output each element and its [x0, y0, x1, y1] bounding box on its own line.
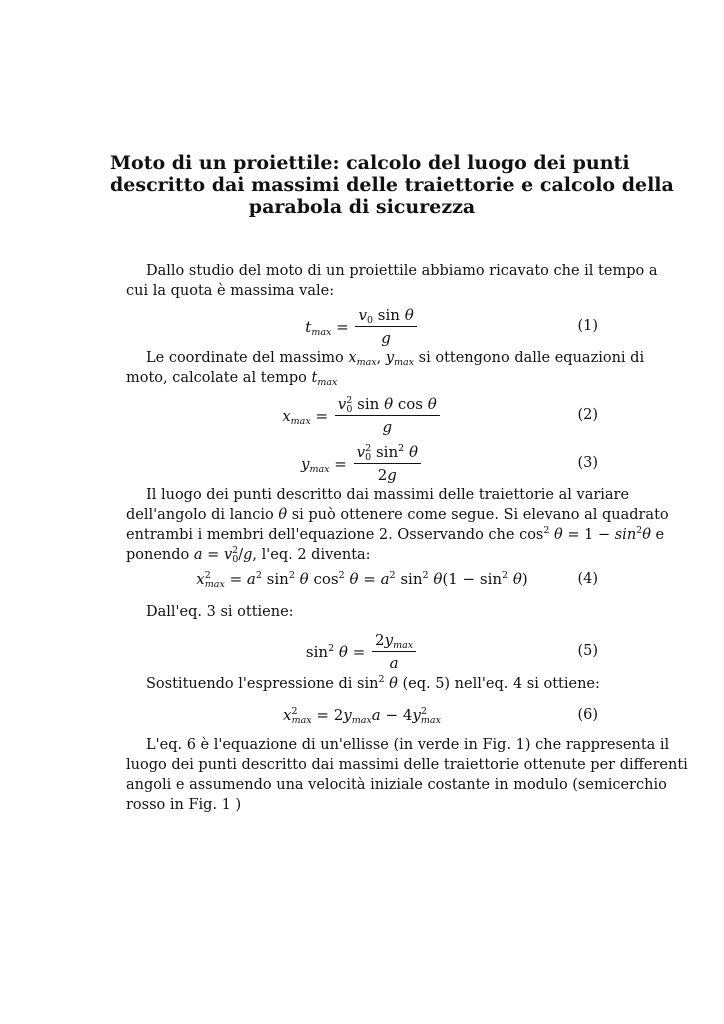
paragraph-2-text-a: Le coordinate del massimo [146, 350, 344, 366]
equation-4-number: (4) [577, 571, 598, 587]
paragraph-1-line-2: cui la quota è massima vale: [126, 283, 335, 299]
paragraph-6-line-2: luogo dei punti descritto dai massimi delle traiettorie ottenute per differenti [126, 757, 688, 773]
equation-6-number: (6) [577, 707, 598, 723]
paragraph-5: Sostituendo l'espressione di $\sin^2 \theta$ (eq. 5) nell'eq. 4 si ottiene: [146, 674, 600, 692]
paragraph-4 [126, 602, 598, 622]
equation-2-number: (2) [577, 407, 598, 423]
equation-3: $y_{max}$ = $\frac{v^2_0 \sin^2 \theta}{2g}$ (3) [301, 443, 598, 484]
title-line-1: Moto di un proiettile: calcolo del luogo dei punti [110, 152, 630, 174]
paragraph-3-text-3a: entrambi i membri dell'equazione 2. Osservando che [126, 527, 515, 543]
paragraph-5-text-b: (eq. 5) nell'eq. 4 si ottiene: [402, 676, 600, 692]
equation-1-number: (1) [577, 318, 598, 334]
paragraph-3-line-1: Il luogo dei punti descritto dai massimi delle traiettorie al variare [146, 487, 630, 503]
paragraph-3-text-3b: e [655, 527, 665, 543]
paragraph-6-line-3: angoli e assumendo una velocità iniziale costante in modulo (semicerchio [126, 777, 667, 793]
title-line-2: descritto dai massimi delle traiettorie e calcolo della [110, 174, 674, 196]
paragraph-3-text-4a: ponendo [126, 547, 190, 563]
paragraph-3: Il luogo dei punti descritto dai massimi delle traiettorie al variare dell'angolo di lancio θ si può ottenere come segue. Si elevano al quadrato entrambi i membri dell'equazione 2. Osservando che $\cos^2 \theta = 1 - \sin^2\theta$ e ponendo $a = v^2_0/g$, l'eq. 2 diventa: [126, 487, 669, 565]
equation-3-number: (3) [577, 455, 598, 471]
paper-title [110, 152, 674, 218]
paragraph-6-line-1: L'eq. 6 è l'equazione di un'ellisse (in verde in Fig. 1) che rappresenta il [146, 737, 670, 753]
equation-4: $x^2_{max} = a^2$ $\sin^2 \theta$ $\cos^2 \theta = a^2$ $\sin^2 \theta(1 - \sin^2 \theta)$ (4) [196, 570, 598, 590]
paragraph-1 [126, 261, 658, 301]
paragraph-6 [126, 735, 688, 815]
equation-6: $x^2_{max} = 2y_{max}a - 4y^2_{max}$ (6) [283, 706, 598, 726]
equation-1: $t_{max}$ = $\frac{v_0 \sin \theta}{g}$ (1) [305, 306, 598, 347]
equation-5-number: (5) [577, 643, 598, 659]
title-line-3: parabola di sicurezza [248, 196, 476, 218]
equation-5: $\sin^2 \theta$ = $\frac{2y_{max}}{a}$ (5) [305, 631, 598, 672]
paragraph-4-text: Dall'eq. 3 si ottiene: [146, 604, 294, 620]
paragraph-1-line-1: Dallo studio del moto di un proiettile abbiamo ricavato che il tempo a [146, 263, 658, 279]
paragraph-3-text-4b: , l'eq. 2 diventa: [252, 547, 371, 563]
equation-2: $x_{max}$ = $\frac{v^2_0 \sin \theta \cos \theta}{g}$ (2) [282, 395, 598, 436]
paragraph-6-line-4: rosso in Fig. 1 ) [126, 797, 242, 813]
paragraph-2: Le coordinate del massimo $x_{max}$, $y_{max}$ si ottengono dalle equazioni di moto, calcolate al tempo $t_{max}$ [126, 350, 645, 388]
paragraph-3-text-2b: si può ottenere come segue. Si elevano al quadrato [291, 507, 669, 523]
paragraph-2-text-c: moto, calcolate al tempo [126, 370, 307, 386]
paragraph-2-text-b: si ottengono dalle equazioni di [418, 350, 645, 366]
paragraph-3-text-2a: dell'angolo di lancio [126, 507, 274, 523]
paragraph-5-text-a: Sostituendo l'espressione di [146, 676, 353, 692]
